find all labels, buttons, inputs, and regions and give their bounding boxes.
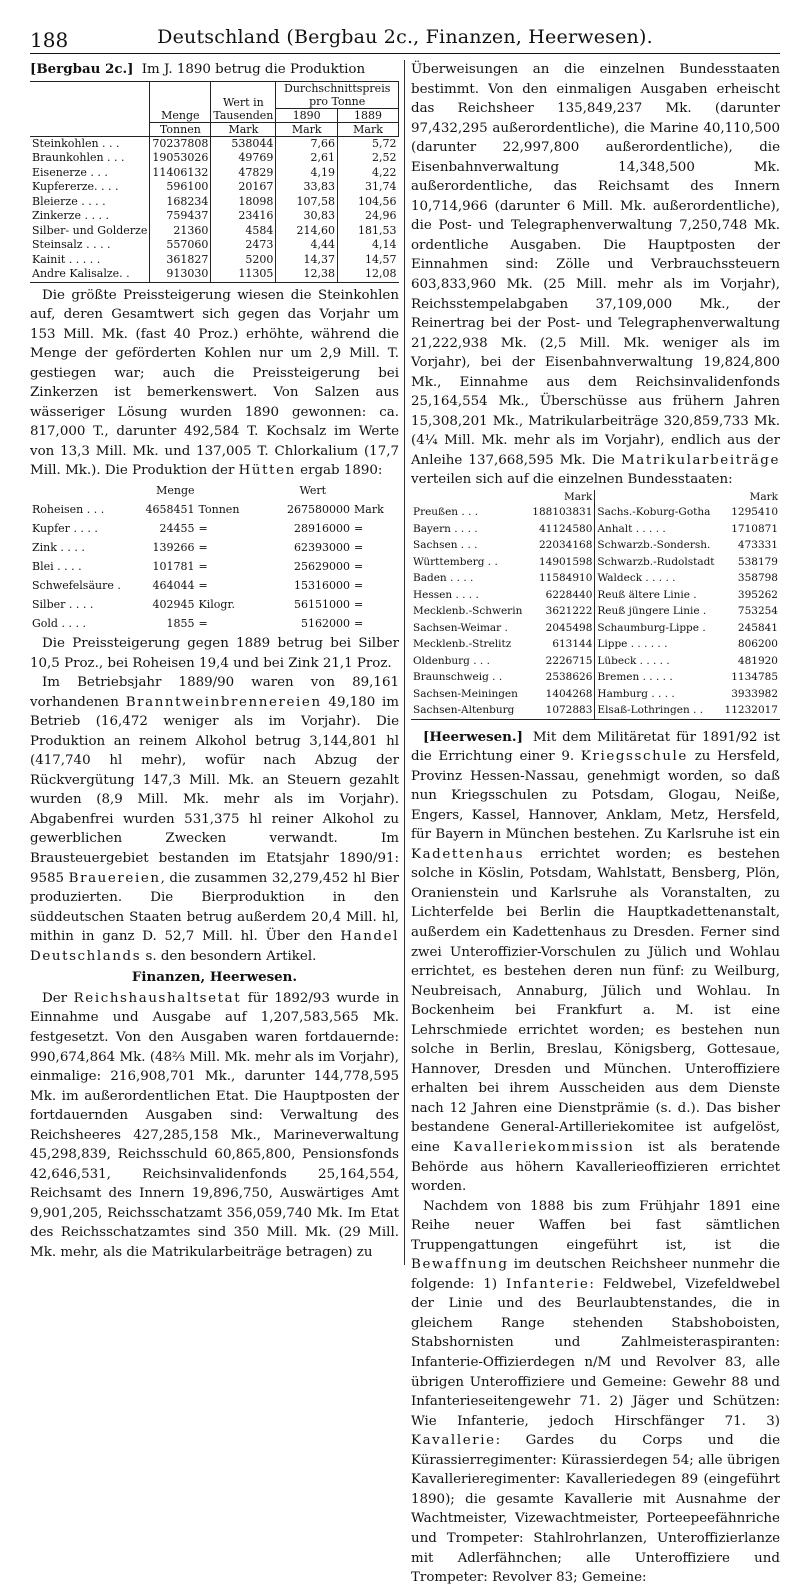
table-row [30,576,399,595]
state-value: 14901598 [528,554,595,571]
cell-wert: 56151000 [294,598,351,612]
col-1889: 1889 [338,108,399,122]
state-name: Schwarzb.-Sondersh. [597,539,711,552]
state-name: Sachsen-Meiningen [413,687,518,700]
bergbau-table: Menge Wert in Tausenden Durchschnittspreis pro Tonne 1890 1889 Tonnen Mark Mark Mark Steinkohlen . . . 70237808 538044 7,66 5,72 Braunkohlen . . . 19053026 49769 2,61 2,52 Eisenerze . . . 11406132 47829 4,19 4,22 Kupfererze. . . . 596100 20167 33,83 31,74 Bleierze . . . . 168234 18098 107,58 104,56 Zinkerze . . . . 759437 23416 30,83 24,96 Silber- und Golderze 21360 4584 214,60 181,53 Steinsalz . . . . 557060 2473 4,44 4,14 Kainit . . . . . 361827 5200 14,37 14,57 Andre Kalisalze. . 913030 11305 12,38 12,08 [30,81,399,283]
table-row [30,519,399,538]
cell-unit: = [354,541,364,555]
cell-p1889: 4,14 [338,238,399,253]
cell-p1889: 181,53 [338,224,399,239]
state-name: Bayern . . . . [413,522,478,535]
cell-p1890: 2,61 [276,151,338,166]
col-1890: 1890 [276,108,338,122]
table-row [30,209,399,224]
row-label: Blei . . . . [32,560,82,574]
cell-p1890: 33,83 [276,180,338,195]
cell-p1890: 4,44 [276,238,338,253]
state-name: Hamburg . . . . [597,687,675,700]
cell-wert: 267580000 [287,503,351,517]
cell-p1890: 4,19 [276,166,338,181]
table-row [411,521,780,538]
cell-unit: = [198,560,208,574]
state-value: 1710871 [731,522,778,535]
cell-unit: Kilogr. [198,598,235,612]
cell-wert: 538044 [211,136,276,151]
cell-menge: 4658451 [145,503,195,517]
table-row [30,614,399,633]
row-label: Kainit . . . . . [32,252,101,266]
cell-p1889: 12,08 [338,267,399,282]
cell-unit: Tonnen [198,503,240,517]
cell-wert: 25629000 [294,560,351,574]
cell-wert: 11305 [211,267,276,282]
cell-wert: 5200 [211,253,276,268]
table-row [411,636,780,653]
cell-p1889: 14,57 [338,253,399,268]
state-name: Preußen . . . [413,506,479,519]
cell-wert: 5162000 [301,617,351,631]
state-value: 1404268 [528,686,595,703]
row-label: Bleierze . . . . [32,194,106,208]
cell-unit: = [354,579,364,593]
running-title: Deutschland (Bergbau 2c., Finanzen, Heerwesen). [157,26,653,48]
state-name: Württemberg . . [413,555,498,568]
state-value: 1072883 [528,702,595,719]
state-name: Reuß jüngere Linie . [597,605,707,618]
table-row [411,570,780,587]
row-label: Steinkohlen . . . [32,136,120,150]
cell-wert: 18098 [211,195,276,210]
bergbau-para-3: Im Betriebsjahr 1889/90 waren von 89,161 vorhandenen Branntweinbrennereien 49,180 im Betrieb (16,472 weniger als im Vorjahr). Die Produktion an reinem Alkohol betrug 3,144,801 hl (417,740 hl mehr), wofür nach Abzug der Rückvergütung 147,3 Mill. Mk. an Steuern gezahlt wurden (8,9 Mill. Mk. mehr als im Vorjahr). Abgabenfrei wurden 531,375 hl reiner Alkohol zu gewerblichen Zwecken verwandt. Im Brausteuergebiet bestanden im Etatsjahr 1890/91: 9585 Brauereien, die zusammen 32,279,452 hl Bier produzierten. Die Bierproduktion in den süddeutschen Staaten betrug außerdem 20,4 Mill. hl, mithin in ganz D. 52,7 Mill. hl. Über den Handel Deutschlands s. den besondern Artikel. [30,675,399,964]
cell-menge: 557060 [150,238,211,253]
state-name: Elsaß-Lothringen . . [597,704,704,717]
col-menge: Menge [150,81,211,122]
cell-menge: 70237808 [150,136,211,151]
col-tonnen: Tonnen [150,122,211,136]
table-row [30,224,399,239]
section-label-heerwesen: [Heerwesen.] [423,728,523,745]
cell-menge: 21360 [150,224,211,239]
state-value: 11584910 [528,570,595,587]
cell-unit: = [198,522,208,536]
state-name: Sachsen-Weimar . [413,621,508,634]
cell-menge: 464044 [152,579,195,593]
state-name: Mecklenb.-Schwerin [413,605,523,618]
state-value: 22034168 [528,537,595,554]
table-row [411,554,780,571]
table-row [30,253,399,268]
table-row [30,500,399,519]
page-number: 188 [30,28,69,52]
cell-menge: 402945 [152,598,195,612]
cell-p1889: 4,22 [338,166,399,181]
finanzen-para-1-cont: Überweisungen an die einzelnen Bundesstaaten bestimmt. Von den einmaligen Ausgaben erheischt das Reichsheer 135,849,237 Mk. (darunter 97,432,295 außerordentliche), die Marine 40,110,500 (darunter 22,997,800 außerordentliche), die Eisenbahnverwaltung 14,348,500 Mk. außerordentliche, das Reichsamt des Innern 10,714,966 (darunter 6 Mill. Mk. außerordentliche), die Post- und Telegraphenverwaltung 7,250,748 Mk. ordentliche Ausgaben. Die Hauptposten der Einnahmen sind: Zölle und Verbrauchssteuern 603,833,960 Mk. (25 Mill. mehr als im Vorjahr), Reichsstempelabgaben 37,109,000 Mk., der Reinertrag bei der Post- und Telegraphenverwaltung 21,222,938 Mk. (2,5 Mill. Mk. weniger als im Vorjahr), bei der Eisenbahnverwaltung 19,824,800 Mk., Einnahme aus dem Reichsinvalidenfonds 25,164,554 Mk., Überschüsse aus frühern Jahren 15,308,201 Mk., Matrikularbeiträge 320,859,733 Mk. (4¼ Mill. Mk. mehr als im Vorjahr), endlich aus der Anleihe 137,668,595 Mk. Die Matrikularbeiträge verteilen sich auf die einzelnen Bundesstaaten: [411,62,780,488]
cell-wert: 62393000 [294,541,351,555]
state-name: Anhalt . . . . . [597,522,666,535]
state-name: Sachsen . . . [413,539,478,552]
cell-p1889: 5,72 [338,136,399,151]
state-name: Mecklenb.-Strelitz [413,638,512,651]
cell-unit: = [354,598,364,612]
state-name: Baden . . . . [413,572,474,585]
cell-menge: 1855 [166,617,195,631]
state-value: 2538626 [528,669,595,686]
table-row [411,669,780,686]
bergbau-intro: [Bergbau 2c.] Im J. 1890 betrug die Produktion [30,61,366,77]
heerwesen-para-2: Nachdem von 1888 bis zum Frühjahr 1891 eine Reihe neuer Waffen bei fast sämtlichen Truppengattungen eingeführt ist, ist die Bewaffnung im deutschen Reichsheer nunmehr die folgende: 1) Infanterie: Feldwebel, Vizefeldwebel der Linie und des Beurlaubtenstandes, die in gleichem Range stehenden Stabshoboisten, Stabshornisten und Zahlmeisteraspiranten: Infanterie-Offizierdegen n/M und Revolver 83, alle übrigen Unteroffiziere und Gemeine: Gewehr 88 und Infanterieseitengewehr 71. 2) Jäger und Schützen: Wie Infanterie, jedoch Hirschfänger 71. 3) Kavallerie: Gardes du Corps und die Kürassierregimenter: Kürassierdegen 54; alle übrigen Kavallerieregimenter: Kavalleriedegen 89 (eingeführt 1890); die gesamte Kavallerie mit Ausnahme der Wachtmeister, Vizewachtmeister, Porteepeefähnriche und Trompeter: Stahlrohrlanzen, Unteroffizierlanze mit Adlerfähnchen; alle Unteroffiziere und Trompeter: Revolver 83; Gemeine: [411,1198,780,1586]
state-value: 3933982 [731,687,778,700]
cell-wert: 49769 [211,151,276,166]
right-column [411,60,781,1586]
state-name: Bremen . . . . . [597,671,673,684]
cell-menge: 759437 [150,209,211,224]
table-row [30,151,399,166]
left-column [30,60,399,1270]
cell-wert: 28916000 [294,522,351,536]
row-label: Schwefelsäure . [32,579,121,593]
row-label: Andre Kalisalze. . [32,267,130,281]
cell-wert: 23416 [211,209,276,224]
state-value: 2045498 [528,620,595,637]
state-value: 481920 [737,654,778,667]
table-row [411,587,780,604]
state-value: 473331 [737,539,778,552]
state-name: Oldenburg . . . [413,654,490,667]
cell-unit: = [354,560,364,574]
state-name: Reuß ältere Linie . [597,588,697,601]
state-name: Schwarzb.-Rudolstadt [597,555,715,568]
state-value: 1295410 [731,506,778,519]
state-name: Waldeck . . . . . [597,572,676,585]
row-label: Kupfererze. . . . [32,180,119,194]
cell-p1890: 7,66 [276,136,338,151]
table-row [411,620,780,637]
row-label: Steinsalz . . . . [32,238,111,252]
col-preis: Durchschnittspreis pro Tonne [276,81,399,108]
cell-p1890: 107,58 [276,195,338,210]
cell-menge: 101781 [152,560,195,574]
huetten-table: Menge Wert Roheisen . . . 4658451 Tonnen 267580000 Mark Kupfer . . . . 24455 = 28916000 = Zink . . . . 139266 = 62393000 = Blei . . . . 101781 = 25629000 = Schwefelsäure . 464044 = 15316000 = Silber . . . . 402945 Kilogr. 56151000 = Gold . . . . 1855 = 5162000 = [30,481,399,633]
row-label: Silber- und Golderze [32,223,148,237]
cell-p1890: 214,60 [276,224,338,239]
cell-menge: 24455 [159,522,195,536]
state-value: 2226715 [528,653,595,670]
state-name: Schaumburg-Lippe . [597,621,706,634]
state-value: 11232017 [724,704,778,717]
table-row [30,238,399,253]
state-value: 188103831 [528,504,595,521]
cell-p1890: 14,37 [276,253,338,268]
section-label-bergbau: [Bergbau 2c.] [30,61,134,77]
table-row [411,504,780,521]
state-name: Sachsen-Altenburg [413,704,515,717]
cell-p1890: 12,38 [276,267,338,282]
cell-unit: = [198,617,208,631]
state-value: 3621222 [528,603,595,620]
column-divider [404,60,405,1265]
finanzen-para-1: Der Reichshaushaltsetat für 1892/93 wurde in Einnahme und Ausgabe auf 1,207,583,565 Mk. festgesetzt. Von den Ausgaben waren fortdauernde: 990,674,864 Mk. (48⅔ Mill. Mk. mehr als im Vorjahr), einmalige: 216,908,701 Mk., darunter 144,778,595 Mk. im außerordentlichen Etat. Die Hauptposten der fortdauernden Ausgaben sind: Verwaltung des Reichsheeres 427,285,158 Mk., Marineverwaltung 45,298,839, Reichsschuld 60,865,800, Pensionsfonds 42,646,531, Reichsinvalidenfonds 25,164,554, Reichsamt des Innern 19,896,750, Auswärtiges Amt 9,901,205, Reichsschatzamt 356,059,740 Mk. Im Etat des Reichsschatzamtes sind 350 Mill. Mk. (29 Mill. Mk. mehr, als die Matrikularbeiträge betragen) zu [30,990,399,1260]
table-row [411,537,780,554]
cell-unit: = [354,522,364,536]
cell-wert: 15316000 [294,579,351,593]
table-row [411,686,780,703]
state-name: Sachs.-Koburg-Gotha [597,506,711,519]
row-label: Eisenerze . . . [32,165,108,179]
table-row [411,603,780,620]
cell-menge: 11406132 [150,166,211,181]
cell-wert: 4584 [211,224,276,239]
row-label: Kupfer . . . . [32,522,98,536]
table-row [30,595,399,614]
row-label: Zinkerze . . . . [32,209,109,223]
state-name: Lippe . . . . . . [597,638,668,651]
cell-menge: 913030 [150,267,211,282]
table-row [30,195,399,210]
cell-p1889: 24,96 [338,209,399,224]
col-wert: Wert in Tausenden [211,81,276,122]
state-value: 538179 [737,555,778,568]
table-row [30,136,399,151]
running-header [30,24,780,54]
cell-menge: 168234 [150,195,211,210]
cell-p1889: 31,74 [338,180,399,195]
table-row [30,557,399,576]
table-row [411,702,780,719]
cell-wert: 20167 [211,180,276,195]
row-label: Roheisen . . . [32,503,105,517]
row-label: Silber . . . . [32,598,94,612]
cell-p1889: 2,52 [338,151,399,166]
state-value: 41124580 [528,521,595,538]
state-value: 613144 [528,636,595,653]
cell-menge: 19053026 [150,151,211,166]
matrikular-table: Mark Mark Preußen . . . 188103831 Sachs.-Koburg-Gotha 1295410 Bayern . . . . 41124580 Anhalt . . . . . 1710871 Sachsen . . . 22034168 Schwarzb.-Sondersh. 473331 Württemberg . . 14901598 Schwarzb.-Rudolstadt 538179 Baden . . . . 11584910 Waldeck . . . . . 358798 Hessen . . . . 6228440 Reuß ältere Linie . 395262 Mecklenb.-Schwerin 3621222 Reuß jüngere Linie . 753254 Sachsen-Weimar . 2045498 Schaumburg-Lippe . 245841 Mecklenb.-Strelitz 613144 Lippe . . . . . . 806200 Oldenburg . . . 2226715 Lübeck . . . . . 481920 Braunschweig . . 2538626 Bremen . . . . . 1134785 Sachsen-Meiningen 1404268 Hamburg . . . . 3933982 Sachsen-Altenburg 1072883 Elsaß-Lothringen . . 11232017 [411,490,780,720]
cell-p1889: 104,56 [338,195,399,210]
row-label: Gold . . . . [32,617,86,631]
state-name: Braunschweig . . [413,671,503,684]
bergbau-para-1: Die größte Preissteigerung wiesen die Steinkohlen auf, deren Gesamtwert sich gegen das Vorjahr um 153 Mill. Mk. (fast 40 Proz.) erhöhte, während die Menge der geförderten Kohlen nur um 2,9 Mill. T. gestiegen war; auch die Preissteigerung bei Zinkerzen ist bemerkenswert. Von Salzen aus wässeriger Lösung wurden 1890 gewonnen: ca. 817,000 T., darunter 492,584 T. Kochsalz im Werte von 13,3 Mill. Mk. und 137,005 T. Chlorkalium (17,7 Mill. Mk.). Die Produktion der Hütten ergab 1890: [30,287,399,479]
cell-p1890: 30,83 [276,209,338,224]
row-label: Zink . . . . [32,541,85,555]
table-row [411,653,780,670]
cell-wert: 47829 [211,166,276,181]
table-row [30,538,399,557]
state-value: 753254 [737,605,778,618]
cell-unit: Mark [354,503,384,517]
cell-menge: 596100 [150,180,211,195]
row-label: Braunkohlen . . . [32,151,125,165]
cell-unit: = [198,541,208,555]
heerwesen-para-1: [Heerwesen.] Mit dem Militäretat für 1891/92 ist die Errichtung einer 9. Kriegsschule zu Hersfeld, Provinz Hessen-Nassau, genehmigt worden, so daß nun Kriegsschulen zu Potsdam, Glogau, Neiße, Engers, Kassel, Hannover, Anklam, Metz, Hersfeld, für Bayern in München bestehen. Zu Karlsruhe ist ein Kadettenhaus errichtet worden; es bestehen solche in Köslin, Potsdam, Wahlstatt, Bensberg, Plön, Oranienstein und Karlsruhe als Voranstalten, zu Lichterfelde bei Berlin die Hauptkadettenanstalt, außerdem ein Kadettenhaus zu Dresden. Ferner sind zwei Unteroffizier-Vorschulen zu Jülich und Wohlau errichtet, es bestehen deren nun fünf: zu Weilburg, Neubreisach, Annaburg, Jülich und Wohlau. In Bockenheim bei Frankfurt a. M. ist eine Lehrschmiede errichtet worden; es bestehen nun solche in Berlin, Breslau, Königsberg, Gottesaue, Hannover, Dresden und München. Unteroffiziere erhalten bei ihrem Ausscheiden aus dem Dienste nach 12 Jahren eine Dienstprämie (s. d.). Das bisher bestandene General-Artilleriekomitee ist aufgelöst, eine Kavalleriekommission ist als beratende Behörde aus höhern Kavallerieoffizieren errichtet worden. [411,728,781,1195]
cell-unit: = [354,617,364,631]
state-name: Lübeck . . . . . [597,654,670,667]
table-row [30,267,399,282]
state-value: 245841 [737,621,778,634]
state-value: 1134785 [731,671,778,684]
cell-menge: 139266 [152,541,195,555]
state-name: Hessen . . . . [413,588,479,601]
cell-menge: 361827 [150,253,211,268]
table-row [30,166,399,181]
cell-unit: = [198,579,208,593]
cell-wert: 2473 [211,238,276,253]
table-row [30,180,399,195]
state-value: 6228440 [528,587,595,604]
state-value: 806200 [737,638,778,651]
bergbau-para-2: Die Preissteigerung gegen 1889 betrug bei Silber 10,5 Proz., bei Roheisen 19,4 und bei Zink 21,1 Proz. [30,636,399,671]
finanzen-heading: Finanzen, Heerwesen. [131,969,298,986]
state-value: 358798 [737,572,778,585]
state-value: 395262 [737,588,778,601]
